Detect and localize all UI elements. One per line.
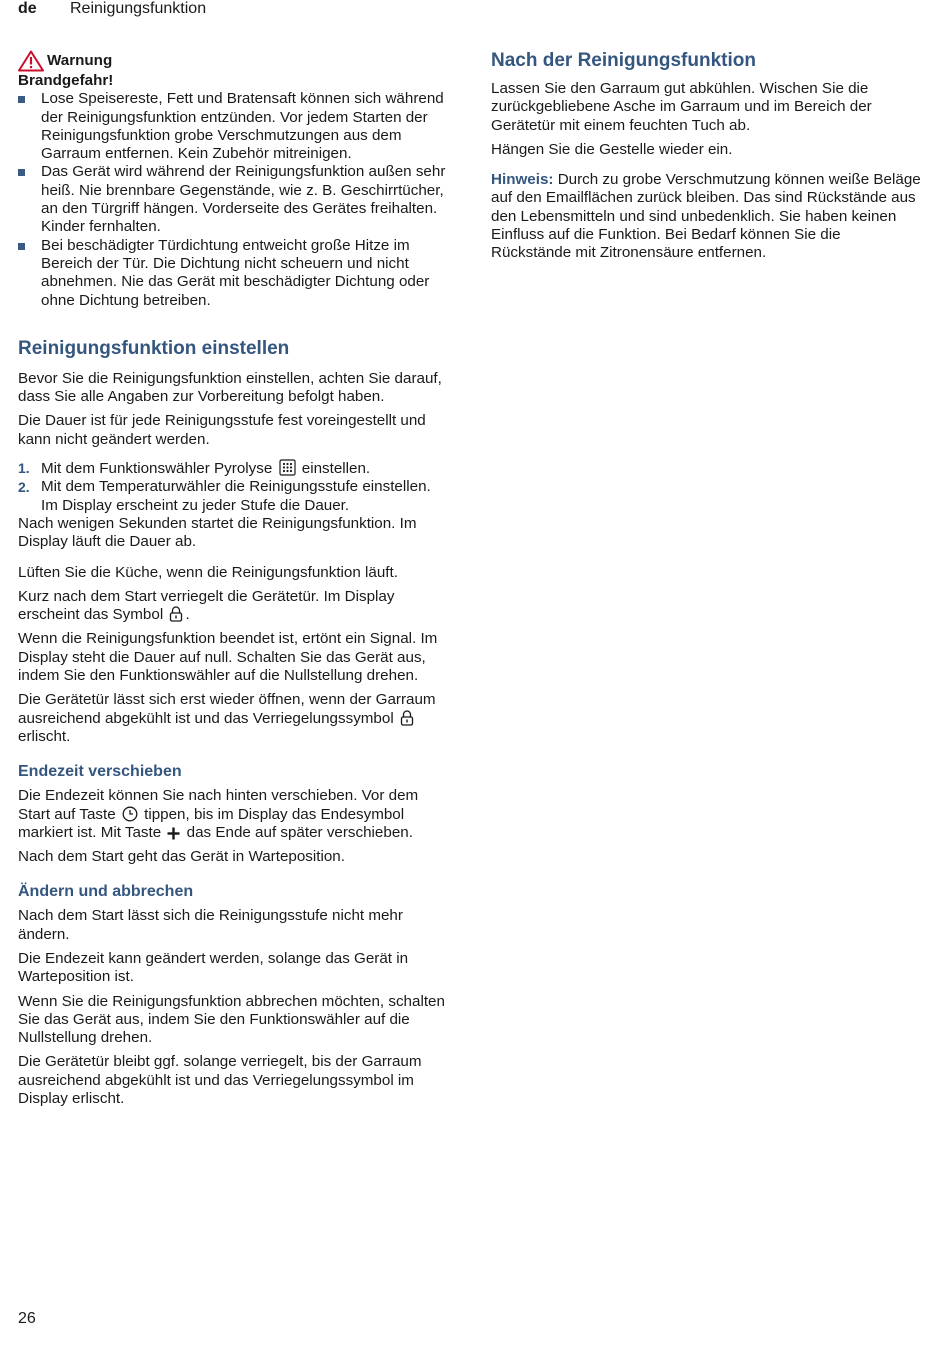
list-item xyxy=(18,163,450,236)
clock-icon xyxy=(122,806,138,822)
warning-subtitle: Brandgefahr! xyxy=(18,72,114,89)
warning-box xyxy=(18,50,450,310)
page-number: 26 xyxy=(18,1310,36,1327)
warning-heading xyxy=(18,50,450,72)
paragraph: Die Dauer ist für jede Reinigungsstufe fest voreingestellt und kann nicht geändert werden. xyxy=(18,412,426,448)
list-item-text: Lose Speisereste, Fett und Bratensaft können sich während der Reinigungsfunktion entzünden. Vor jedem Starten der Reinigungsfunktion grobe Verschmutzungen aus dem Garraum entfernen. Kein Zubehör mitreinigen. xyxy=(41,90,444,163)
paragraph: Nach dem Start geht das Gerät in Warteposition. xyxy=(18,848,345,866)
paragraph: Hängen Sie die Gestelle wieder ein. xyxy=(491,140,733,158)
warning-triangle-icon xyxy=(18,50,44,72)
paragraph xyxy=(18,588,450,625)
step-text: Mit dem Funktionswähler Pyrolyse xyxy=(41,460,273,478)
paragraph: Lassen Sie den Garraum gut abkühlen. Wischen Sie die zurückgebliebene Asche im Garraum und im Bereich der Gerätetür mit einem feuchten Tuch ab. xyxy=(491,80,872,134)
warning-title: Warnung xyxy=(47,51,113,69)
paragraph-text: Die Endezeit können Sie nach hinten verschieben. Vor dem Start auf Taste xyxy=(18,787,419,823)
paragraph-end: . xyxy=(185,606,190,624)
step-number: 2. xyxy=(18,479,30,496)
paragraph: Lüften Sie die Küche, wenn die Reinigungsfunktion läuft. xyxy=(18,563,398,581)
step-text: Mit dem Temperaturwähler die Reinigungsstufe einstellen. xyxy=(41,478,431,496)
paragraph: Nach wenigen Sekunden startet die Reinigungsfunktion. Im Display läuft die Dauer ab. xyxy=(18,514,417,551)
paragraph: Wenn die Reinigungsfunktion beendet ist, ertönt ein Signal. Im Display steht die Dauer auf null. Schalten Sie das Gerät aus, indem Sie den Funktionswähler auf die Nullstellung drehen. xyxy=(18,630,438,685)
bullet-square-icon xyxy=(18,96,25,103)
list-item-text: Bei beschädigter Türdichtung entweicht große Hitze im Bereich der Tür. Die Dichtung nicht scheuern und nicht abnehmen. Nie das Gerät mit beschädigter Dichtung oder ohne Dichtung betreiben. xyxy=(41,236,430,309)
hint-label: Hinweis: xyxy=(491,171,554,189)
paragraph-text: Kurz nach dem Start verriegelt die Gerätetür. Im Display erscheint das Symbol xyxy=(18,587,395,624)
lock-icon xyxy=(169,606,183,622)
section-title: Reinigungsfunktion xyxy=(70,0,207,17)
paragraph xyxy=(18,691,450,746)
hint-paragraph xyxy=(491,171,923,262)
paragraph: Die Endezeit kann geändert werden, solange das Gerät in Warteposition ist. xyxy=(18,949,409,986)
list-item-text: Das Gerät wird während der Reinigungsfunktion außen sehr heiß. Nie brennbare Gegenstände, wie z. B. Geschirrtücher, an den Türgriff hängen. Vorderseite des Gerätes freihalten. Kinder fernhalten. xyxy=(41,163,446,236)
change-heading: Ändern und abbrechen xyxy=(18,883,194,901)
bullet-square-icon xyxy=(18,169,25,176)
endtime-heading: Endezeit verschieben xyxy=(18,763,182,781)
step-text-end: einstellen. xyxy=(301,460,371,478)
after-heading: Nach der Reinigungsfunktion xyxy=(491,50,756,71)
language-code: de xyxy=(18,0,37,17)
page-header xyxy=(18,0,207,18)
paragraph-text: Die Gerätetür lässt sich erst wieder öffnen, wenn der Garraum ausreichend abgekühlt ist und das Verriegelungssymbol xyxy=(18,691,436,727)
settings-heading: Reinigungsfunktion einstellen xyxy=(18,337,290,359)
hint-text: Durch zu grobe Verschmutzung können weiße Beläge auf den Emailflächen zurück bleiben. Das sind Rückstände aus den Lebensmitteln und sind unbedenklich. Sie haben keinen Einfluss auf die Funktion. Bei Bedarf können Sie die Rückstände mit Zitronensäure entfernen. xyxy=(491,171,921,262)
steps-list xyxy=(18,459,450,515)
pyrolysis-icon xyxy=(279,459,296,476)
step-number: 1. xyxy=(18,460,30,477)
warning-list xyxy=(18,90,450,310)
left-column xyxy=(18,50,450,1114)
paragraph: Bevor Sie die Reinigungsfunktion einstellen, achten Sie darauf, dass Sie alle Angaben zur Vorbereitung befolgt haben. xyxy=(18,369,442,406)
paragraph xyxy=(18,787,450,842)
list-item xyxy=(18,90,450,163)
bullet-square-icon xyxy=(18,243,25,250)
step-subtext: Im Display erscheint zu jeder Stufe die Dauer. xyxy=(41,496,350,514)
right-column xyxy=(491,50,923,269)
paragraph-text: das Ende auf später verschieben. xyxy=(186,823,413,841)
paragraph: Nach dem Start lässt sich die Reinigungsstufe nicht mehr ändern. xyxy=(18,907,403,943)
lock-icon xyxy=(400,710,414,726)
paragraph-end: erlischt. xyxy=(18,727,71,745)
paragraph-text: tippen, bis im Display das Endesymbol markiert ist. Mit Taste xyxy=(18,805,405,841)
paragraph: Die Gerätetür bleibt ggf. solange verriegelt, bis der Garraum ausreichend abgekühlt ist und das Verriegelungssymbol im Display erlischt. xyxy=(18,1053,422,1108)
step-item xyxy=(18,478,450,515)
step-item xyxy=(18,459,450,478)
plus-icon xyxy=(167,827,180,840)
paragraph: Wenn Sie die Reinigungsfunktion abbrechen möchten, schalten Sie das Gerät aus, indem Sie den Funktionswähler auf die Nullstellung drehen. xyxy=(18,992,445,1047)
list-item xyxy=(18,237,450,310)
